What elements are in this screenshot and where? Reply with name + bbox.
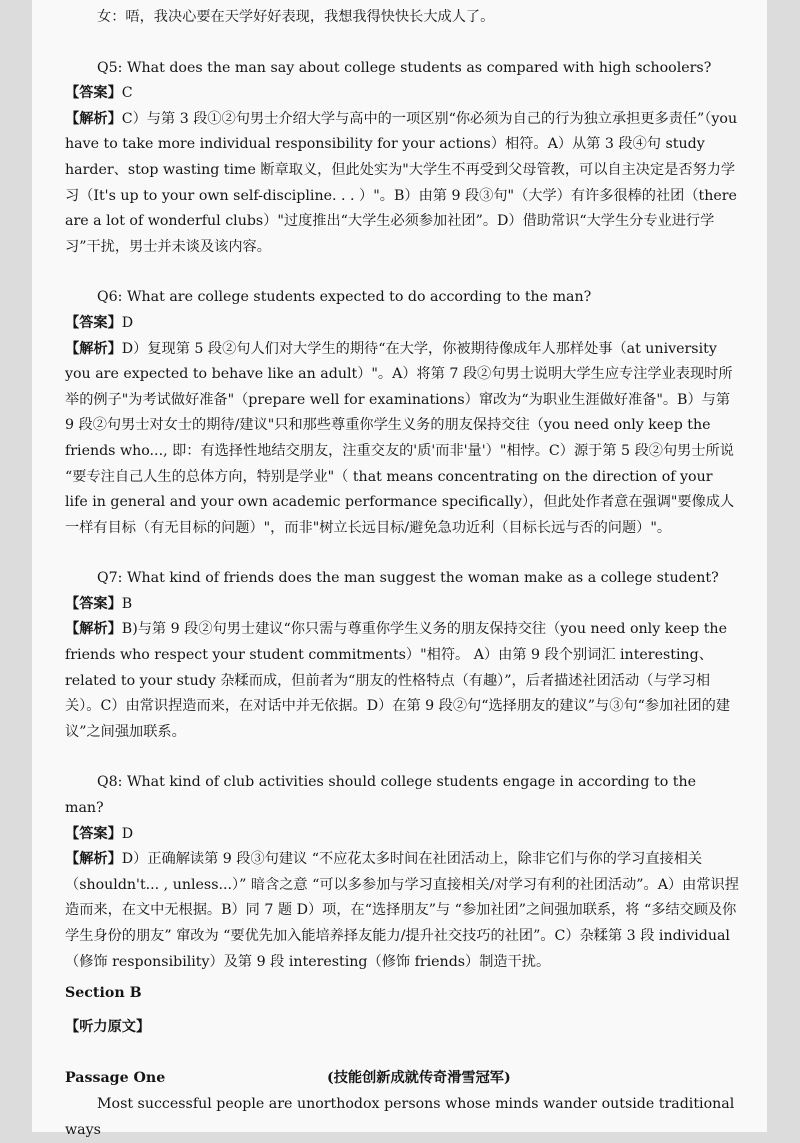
analysis-label: 【解析】 bbox=[65, 621, 122, 638]
question-text: Q5: What does the man say about college students as compared with high schoolers? bbox=[97, 59, 712, 76]
analysis-label: 【解析】 bbox=[65, 851, 122, 868]
analysis-paragraph bbox=[65, 337, 739, 542]
question-block-q8 bbox=[65, 770, 739, 975]
question-block-q7 bbox=[65, 566, 739, 745]
answer-line bbox=[65, 592, 739, 618]
answer-label: 【答案】 bbox=[65, 595, 122, 612]
dialogue-line: 女：唔，我决心要在天学好好表现，我想我得快快长大成人了。 bbox=[97, 9, 495, 25]
answer-value: B bbox=[121, 595, 133, 612]
answer-value: D bbox=[121, 825, 134, 842]
document-content bbox=[65, 0, 739, 1143]
answer-value: D bbox=[121, 314, 134, 331]
analysis-paragraph bbox=[65, 617, 739, 745]
answer-label: 【答案】 bbox=[65, 825, 122, 842]
analysis-text: D）正确解读第 9 段③句建议 “不应花太多时间在社团活动上，除非它们与你的学习直接相关（shouldn't... , unless...）” 暗含之意 “可以多参加与学习直接相关/对学习有利的社团活动”。A）由常识捏造而来，在文中无根据。B）同 7 题 D）项，在“选择朋友”与 “参加社团”之间强加联系，将 “多结交顾及你学生身份的朋友” 窜改为 “要优先加入能培养择友能力/提升社交技巧的社团”。C）杂糅第 3 段 individual（修饰 responsibility）及第 9 段 interesting（修饰 friends）制造干扰。 bbox=[65, 851, 739, 970]
analysis-text: D）复现第 5 段②句人们对大学生的期待“在大学，你被期待像成年人那样处事（at university you are expected to behave like an adult）"。A）将第 7 段②句男士说明大学生应专注学业表现时所举的例子"为考试做好准备"（prepare well for examinations）窜改为“为职业生涯做好准备"。B）与第 9 段②句男士对女士的期待/建议"只和那些尊重你学生义务的朋友保持交往（you need only keep the friends who..., 即：有选择性地结交朋友，注重交友的'质'而非'量'）"相悖。C）源于第 5 段②句男士所说 “要专注自己人生的总体方向，特别是学业"（ that means concentrating on the direction of your life in general and your own academic performance specifically），但此处作者意在强调"要像成人一样有目标（有无目标的问题）"，而非"树立长远目标/避免急功近利（目标长远与否的问题）"。 bbox=[65, 340, 735, 536]
answer-line bbox=[65, 81, 739, 107]
transcript-heading: 【听力原文】 bbox=[65, 1018, 151, 1035]
answer-label: 【答案】 bbox=[65, 314, 122, 331]
passage-title: (技能创新成就传奇滑雪冠军) bbox=[327, 1070, 511, 1087]
section-heading: Section B bbox=[65, 985, 142, 1002]
question-block-q6 bbox=[65, 285, 739, 541]
answer-value: C bbox=[121, 85, 133, 102]
question-text: Q6: What are college students expected to do according to the man? bbox=[97, 289, 592, 306]
analysis-paragraph bbox=[65, 847, 739, 975]
analysis-label: 【解析】 bbox=[65, 340, 122, 357]
analysis-label: 【解析】 bbox=[65, 110, 122, 127]
answer-line bbox=[65, 822, 739, 848]
answer-line bbox=[65, 311, 739, 337]
answer-label: 【答案】 bbox=[65, 85, 122, 102]
document-page bbox=[32, 0, 767, 1138]
passage-text: Most successful people are unorthodox persons whose minds wander outside traditional ways bbox=[65, 1095, 735, 1138]
analysis-paragraph bbox=[65, 107, 739, 261]
analysis-text: B)与第 9 段②句男士建议“你只需与尊重你学生义务的朋友保持交往（you need only keep the friends who respect your student commitments）"相符。 A）由第 9 段个别词汇 interesting、related to your study 杂糅而成，但前者为“朋友的性格特点（有趣）”，后者描述社团活动（与学习相关）。C）由常识捏造而来，在对话中并无依据。D）在第 9 段②句“选择朋友的建议”与③句“参加社团的建议”之间强加联系。 bbox=[65, 621, 731, 740]
question-block-q5 bbox=[65, 56, 739, 261]
passage-name: Passage One bbox=[65, 1070, 166, 1087]
question-text: Q7: What kind of friends does the man suggest the woman make as a college student? bbox=[97, 570, 719, 587]
passage-heading bbox=[65, 1066, 739, 1092]
analysis-text: C）与第 3 段①②句男士介绍大学与高中的一项区别“你必须为自己的行为独立承担更多责任”（you have to take more individual responsibility for your actions）相符。A）从第 3 段④句 study harder、stop wasting time 断章取义，但此处实为"大学生不再受到父母管教，可以自主决定是否努力学习（It's up to your own self-discipline. . . ）"。B）由第 9 段③句"（大学）有许多很棒的社团（there are a lot of wonderful clubs）"过度推出“大学生必须参加社团”。D）借助常识“大学生分专业进行学习”干扰，男士并未谈及该内容。 bbox=[65, 110, 738, 255]
question-text: Q8: What kind of club activities should college students engage in according to the man? bbox=[65, 774, 696, 817]
